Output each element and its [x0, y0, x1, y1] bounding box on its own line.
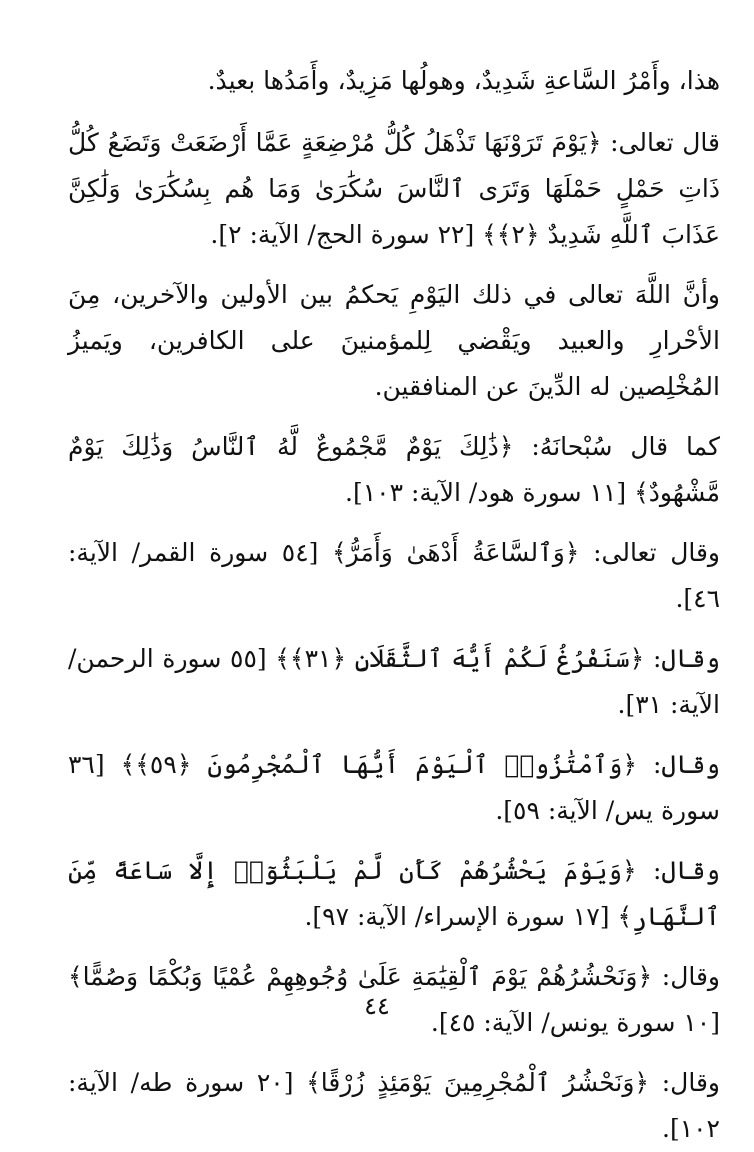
quote-rahman: وقال: ﴿سَنَفْرُغُ لَكُمْ أَيُّهَ ٱلثَّقَلَانِ ﴿٣١﴾﴾ [٥٥ سورة الرحمن/ الآية: ٣١]. [68, 644, 720, 719]
page-number: ٤٤ [364, 992, 390, 1020]
quote-isra: وقال: ﴿وَيَوْمَ يَحْشُرُهُمْ كَأَن لَّمْ يَلْبَثُوٓا۟ إِلَّا سَاعَةً مِّنَ ٱلنَّهَارِ﴾ [١٧ سورة الإسراء/ الآية: ٩٧]. [68, 856, 720, 931]
quote-yunus: وقال: ﴿وَنَحْشُرُهُمْ يَوْمَ ٱلْقِيَٰمَةِ عَلَىٰ وُجُوهِهِمْ عُمْيًا وَبُكْمًا وَصُمًّا﴾ [١٠ سورة يونس/ الآية: ٤٥]. [68, 962, 720, 1037]
quote-qamar: وقال تعالى: ﴿وَٱلسَّاعَةُ أَدْهَىٰ وَأَمَرُّ﴾ [٥٤ سورة القمر/ الآية: ٤٦]. [68, 538, 721, 613]
quote-yasin: وقال: ﴿وَٱمْتَٰزُوا۟ ٱلْيَوْمَ أَيُّهَا ٱلْمُجْرِمُونَ ﴿٥٩﴾﴾ [٣٦ سورة يس/ الآية: ٥٩]. [68, 750, 721, 825]
quote-taha: وقال: ﴿وَنَحْشُرُ ٱلْمُجْرِمِينَ يَوْمَئِذٍ زُرْقًا﴾ [٢٠ سورة طه/ الآية: ١٠٢]. [68, 1068, 720, 1143]
book-page [68, 58, 721, 1143]
intro-paragraph: هذا، وأَمْرُ السَّاعةِ شَدِيدٌ، وهولُها مَزِيدٌ، وأَمَدُها بعيدٌ. [207, 66, 720, 95]
judgment-paragraph: وأنَّ اللَّهَ تعالى في ذلك اليَوْمِ يَحكمُ بين الأولين والآخرين، مِنَ الأحْرارِ والعبيد ويَقْضي لِلمؤمنينَ على الكافرين، ويَميزُ المُخْلِصين له الدِّينَ عن المنافقين. [68, 280, 720, 401]
quote-hud: كما قال سُبْحانَهُ: ﴿ذَٰلِكَ يَوْمٌ مَّجْمُوعٌ لَّهُ ٱلنَّاسُ وَذَٰلِكَ يَوْمٌ مَّشْهُودٌ﴾ [١١ سورة هود/ الآية: ١٠٣]. [68, 432, 720, 507]
quote-hajj: قال تعالى: ﴿يَوْمَ تَرَوْنَهَا تَذْهَلُ كُلُّ مُرْضِعَةٍ عَمَّا أَرْضَعَتْ وَتَضَعُ كُلُّ ذَاتِ حَمْلٍ حَمْلَهَا وَتَرَى ٱلنَّاسَ سُكَٰرَىٰ وَمَا هُم بِسُكَٰرَىٰ وَلَٰكِنَّ عَذَابَ ٱللَّهِ شَدِيدٌ ﴿٢﴾﴾ [٢٢ سورة الحج/ الآية: ٢]. [68, 128, 720, 249]
